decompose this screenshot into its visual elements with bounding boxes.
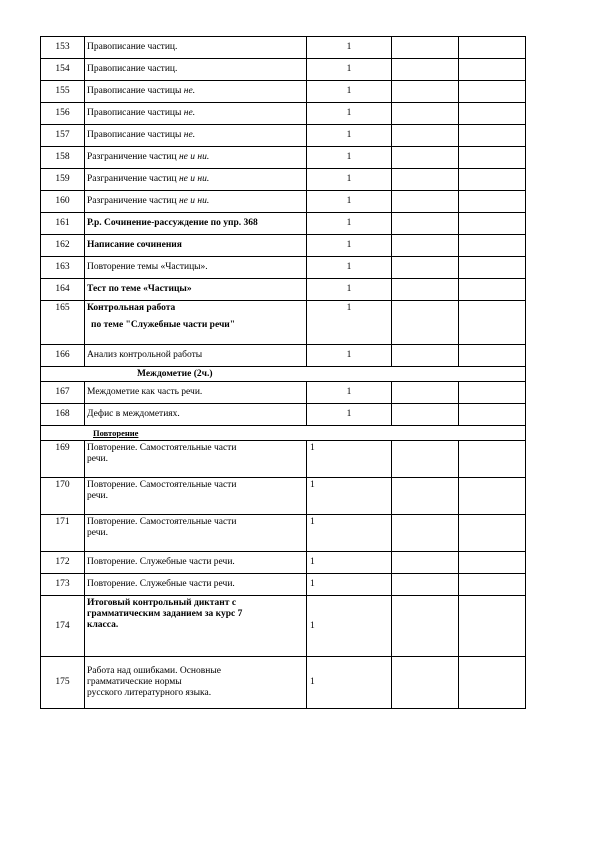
lesson-topic-line: Контрольная работа: [87, 303, 176, 313]
lesson-number: 155: [41, 81, 85, 103]
lesson-hours: 1: [307, 125, 392, 147]
lesson-number: 171: [41, 515, 85, 552]
lesson-number: 156: [41, 103, 85, 125]
lesson-number: 162: [41, 235, 85, 257]
lesson-topic: Разграничение частиц не и ни.: [85, 169, 307, 191]
date-fact-cell: [459, 59, 526, 81]
lesson-hours: 1: [307, 279, 392, 301]
date-fact-cell: [459, 552, 526, 574]
lesson-number: 164: [41, 279, 85, 301]
date-plan-cell: [392, 515, 459, 552]
date-plan-cell: [392, 441, 459, 478]
lesson-topic: Разграничение частиц не и ни.: [85, 191, 307, 213]
date-plan-cell: [392, 257, 459, 279]
lesson-topic: Разграничение частиц не и ни.: [85, 147, 307, 169]
date-plan-cell: [392, 279, 459, 301]
table-row: [41, 382, 526, 404]
section-title: Междометие (2ч.): [41, 367, 526, 382]
lesson-number: 169: [41, 441, 85, 478]
date-fact-cell: [459, 574, 526, 596]
lesson-topic-emphasis: не.: [183, 86, 196, 96]
table-row: [41, 345, 526, 367]
lesson-hours: 1: [307, 191, 392, 213]
date-fact-cell: [459, 235, 526, 257]
lesson-hours: 1: [307, 103, 392, 125]
lesson-number: 159: [41, 169, 85, 191]
lesson-topic: Анализ контрольной работы: [85, 345, 307, 367]
date-plan-cell: [392, 125, 459, 147]
lesson-topic: Междометие как часть речи.: [85, 382, 307, 404]
lesson-topic-emphasis: не и ни.: [178, 196, 210, 206]
table-row: [41, 213, 526, 235]
lesson-number: 154: [41, 59, 85, 81]
date-fact-cell: [459, 279, 526, 301]
section-title: Повторение: [41, 426, 526, 441]
lesson-number: 157: [41, 125, 85, 147]
table-row: [41, 515, 526, 552]
lesson-hours: 1: [307, 382, 392, 404]
date-fact-cell: [459, 301, 526, 345]
lesson-hours: 1: [307, 169, 392, 191]
lesson-topic: Написание сочинения: [85, 235, 307, 257]
date-plan-cell: [392, 169, 459, 191]
lesson-topic-emphasis: не и ни.: [178, 152, 210, 162]
date-plan-cell: [392, 552, 459, 574]
lesson-hours: 1: [307, 657, 392, 709]
section-row: [41, 367, 526, 382]
table-row: [41, 235, 526, 257]
date-fact-cell: [459, 404, 526, 426]
lesson-hours: 1: [307, 441, 392, 478]
date-fact-cell: [459, 191, 526, 213]
date-fact-cell: [459, 596, 526, 657]
lesson-hours: 1: [307, 59, 392, 81]
lesson-plan-table: [40, 36, 526, 709]
table-row: [41, 279, 526, 301]
lesson-topic: Повторение темы «Частицы».: [85, 257, 307, 279]
table-row: [41, 59, 526, 81]
table-row: [41, 478, 526, 515]
lesson-hours: 1: [307, 515, 392, 552]
lesson-number: 174: [41, 596, 85, 657]
date-plan-cell: [392, 301, 459, 345]
table-row: [41, 147, 526, 169]
date-plan-cell: [392, 382, 459, 404]
date-fact-cell: [459, 257, 526, 279]
lesson-topic-line: по теме "Служебные части речи": [91, 320, 236, 330]
lesson-number: 173: [41, 574, 85, 596]
table-row: [41, 441, 526, 478]
lesson-number: 153: [41, 37, 85, 59]
table-row: [41, 169, 526, 191]
date-plan-cell: [392, 345, 459, 367]
lesson-number: 160: [41, 191, 85, 213]
table-row: [41, 257, 526, 279]
date-fact-cell: [459, 441, 526, 478]
date-plan-cell: [392, 147, 459, 169]
date-fact-cell: [459, 478, 526, 515]
lesson-topic: Правописание частицы не.: [85, 81, 307, 103]
date-plan-cell: [392, 81, 459, 103]
lesson-hours: 1: [307, 37, 392, 59]
date-plan-cell: [392, 478, 459, 515]
lesson-hours: 1: [307, 235, 392, 257]
table-row: [41, 37, 526, 59]
lesson-topic: Правописание частицы не.: [85, 125, 307, 147]
table-row: [41, 574, 526, 596]
lesson-hours: 1: [307, 81, 392, 103]
lesson-topic: Повторение. Самостоятельные части речи.: [85, 515, 307, 552]
table-row: [41, 301, 526, 345]
lesson-topic: Тест по теме «Частицы»: [85, 279, 307, 301]
lesson-topic-emphasis: не и ни.: [178, 174, 210, 184]
lesson-topic: Дефис в междометиях.: [85, 404, 307, 426]
date-fact-cell: [459, 125, 526, 147]
date-fact-cell: [459, 515, 526, 552]
date-fact-cell: [459, 382, 526, 404]
lesson-topic: Р.р. Сочинение-рассуждение по упр. 368: [85, 213, 307, 235]
date-fact-cell: [459, 169, 526, 191]
table-row: [41, 404, 526, 426]
lesson-topic-emphasis: не.: [183, 108, 196, 118]
lesson-hours: 1: [307, 213, 392, 235]
lesson-hours: 1: [307, 345, 392, 367]
date-plan-cell: [392, 404, 459, 426]
table-row: [41, 191, 526, 213]
table-row: [41, 103, 526, 125]
date-plan-cell: [392, 657, 459, 709]
date-fact-cell: [459, 345, 526, 367]
date-plan-cell: [392, 235, 459, 257]
date-plan-cell: [392, 59, 459, 81]
date-fact-cell: [459, 657, 526, 709]
date-fact-cell: [459, 147, 526, 169]
date-plan-cell: [392, 103, 459, 125]
lesson-topic: Повторение. Самостоятельные части речи.: [85, 441, 307, 478]
lesson-number: 158: [41, 147, 85, 169]
lesson-number: 170: [41, 478, 85, 515]
lesson-hours: 1: [307, 596, 392, 657]
lesson-topic: Правописание частицы не.: [85, 103, 307, 125]
date-plan-cell: [392, 37, 459, 59]
lesson-hours: 1: [307, 257, 392, 279]
lesson-hours: 1: [307, 478, 392, 515]
date-plan-cell: [392, 574, 459, 596]
date-fact-cell: [459, 81, 526, 103]
date-plan-cell: [392, 596, 459, 657]
lesson-hours: 1: [307, 552, 392, 574]
lesson-topic: Правописание частиц.: [85, 59, 307, 81]
lesson-number: 175: [41, 657, 85, 709]
date-plan-cell: [392, 213, 459, 235]
date-plan-cell: [392, 191, 459, 213]
table-row: [41, 596, 526, 657]
table-row: [41, 125, 526, 147]
lesson-hours: 1: [307, 574, 392, 596]
lesson-topic: Итоговый контрольный диктант с грамматическим заданием за курс 7 класса.: [85, 596, 307, 657]
date-fact-cell: [459, 213, 526, 235]
lesson-topic: Работа над ошибками. Основные грамматические нормы русского литературного языка.: [85, 657, 307, 709]
lesson-number: 167: [41, 382, 85, 404]
table-row: [41, 657, 526, 709]
table-row: [41, 552, 526, 574]
lesson-number: 166: [41, 345, 85, 367]
date-fact-cell: [459, 37, 526, 59]
lesson-topic: Повторение. Служебные части речи.: [85, 552, 307, 574]
lesson-number: 168: [41, 404, 85, 426]
lesson-topic: Повторение. Самостоятельные части речи.: [85, 478, 307, 515]
lesson-hours: 1: [307, 147, 392, 169]
lesson-number: 163: [41, 257, 85, 279]
section-row: [41, 426, 526, 441]
date-fact-cell: [459, 103, 526, 125]
lesson-hours: 1: [307, 301, 392, 345]
lesson-number: 165: [41, 301, 85, 345]
lesson-topic: Повторение. Служебные части речи.: [85, 574, 307, 596]
table-row: [41, 81, 526, 103]
lesson-hours: 1: [307, 404, 392, 426]
lesson-topic: Правописание частиц.: [85, 37, 307, 59]
lesson-number: 161: [41, 213, 85, 235]
lesson-topic-emphasis: не.: [183, 130, 196, 140]
lesson-number: 172: [41, 552, 85, 574]
lesson-topic: [85, 301, 307, 345]
